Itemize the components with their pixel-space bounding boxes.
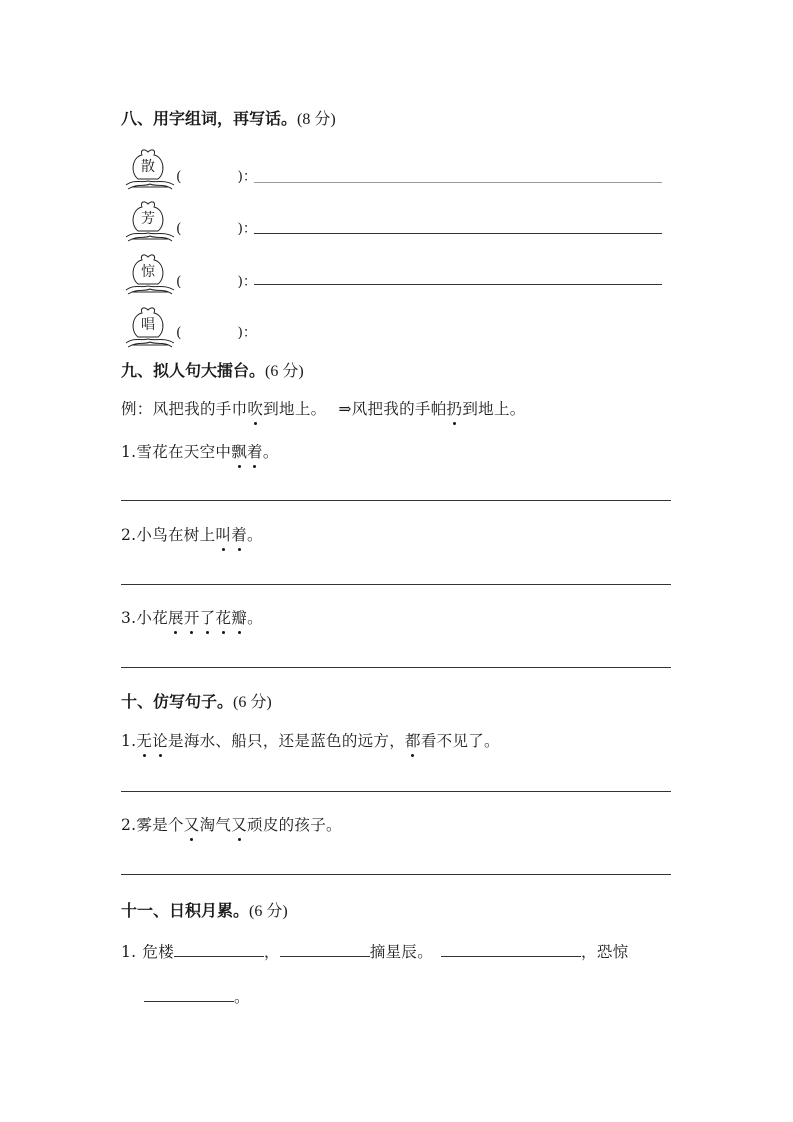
section-10-score: (6 分) — [233, 694, 272, 711]
peach-character: 芳 — [141, 211, 155, 227]
question-9-3: 3.小花展开了花瓣。 — [121, 606, 263, 628]
section-9-title: 九、拟人句大擂台。 — [121, 361, 266, 380]
section-10-heading — [121, 689, 272, 712]
answer-line[interactable] — [121, 500, 671, 501]
answer-line[interactable] — [121, 874, 671, 875]
peach-icon — [124, 305, 172, 349]
section-11-title: 十一、日积月累。 — [121, 901, 250, 920]
peach-character: 唱 — [141, 317, 155, 333]
word-blank: ( )： — [176, 325, 257, 341]
section-8-title: 八、用字组词，再写话。 — [121, 109, 298, 128]
question-10-2: 2.雾是个又淘气又顽皮的孩子。 — [121, 813, 342, 835]
fill-blank[interactable] — [174, 940, 264, 957]
section-11-score: (6 分) — [249, 903, 288, 920]
section-11-heading — [121, 898, 288, 921]
sentence-line[interactable] — [254, 182, 662, 183]
question-11-1-cont: 。 — [144, 985, 250, 1007]
word-blank: ( )： — [176, 169, 257, 185]
question-10-1: 1.无论是海水、船只，还是蓝色的远方，都看不见了。 — [121, 729, 500, 751]
question-11-1: 1. 危楼 ， 摘星辰。 ，恐惊 — [121, 940, 628, 962]
peach-character: 惊 — [141, 264, 155, 280]
word-blank: ( )： — [176, 221, 257, 237]
section-10-title: 十、仿写句子。 — [121, 692, 234, 711]
example-sentence: 例：风把我的手巾吹到地上。 ⇒风把我的手帕扔到地上。 — [121, 397, 526, 419]
section-8-heading — [121, 106, 336, 129]
fill-blank[interactable] — [144, 985, 234, 1002]
section-9-heading — [121, 358, 304, 381]
fill-blank[interactable] — [441, 940, 581, 957]
peach-icon — [124, 252, 172, 296]
peach-icon — [124, 147, 172, 191]
answer-line[interactable] — [121, 667, 671, 668]
peach-character: 散 — [141, 159, 155, 175]
sentence-line[interactable] — [254, 233, 662, 234]
section-9-score: (6 分) — [265, 363, 304, 380]
section-8-score: (8 分) — [297, 111, 336, 128]
answer-line[interactable] — [121, 584, 671, 585]
word-blank: ( )： — [176, 274, 257, 290]
sentence-line[interactable] — [254, 284, 662, 285]
answer-line[interactable] — [121, 791, 671, 792]
fill-blank[interactable] — [280, 940, 370, 957]
question-9-2: 2.小鸟在树上叫着。 — [121, 523, 263, 545]
question-9-1: 1.雪花在天空中飘着。 — [121, 440, 279, 462]
peach-icon — [124, 199, 172, 243]
